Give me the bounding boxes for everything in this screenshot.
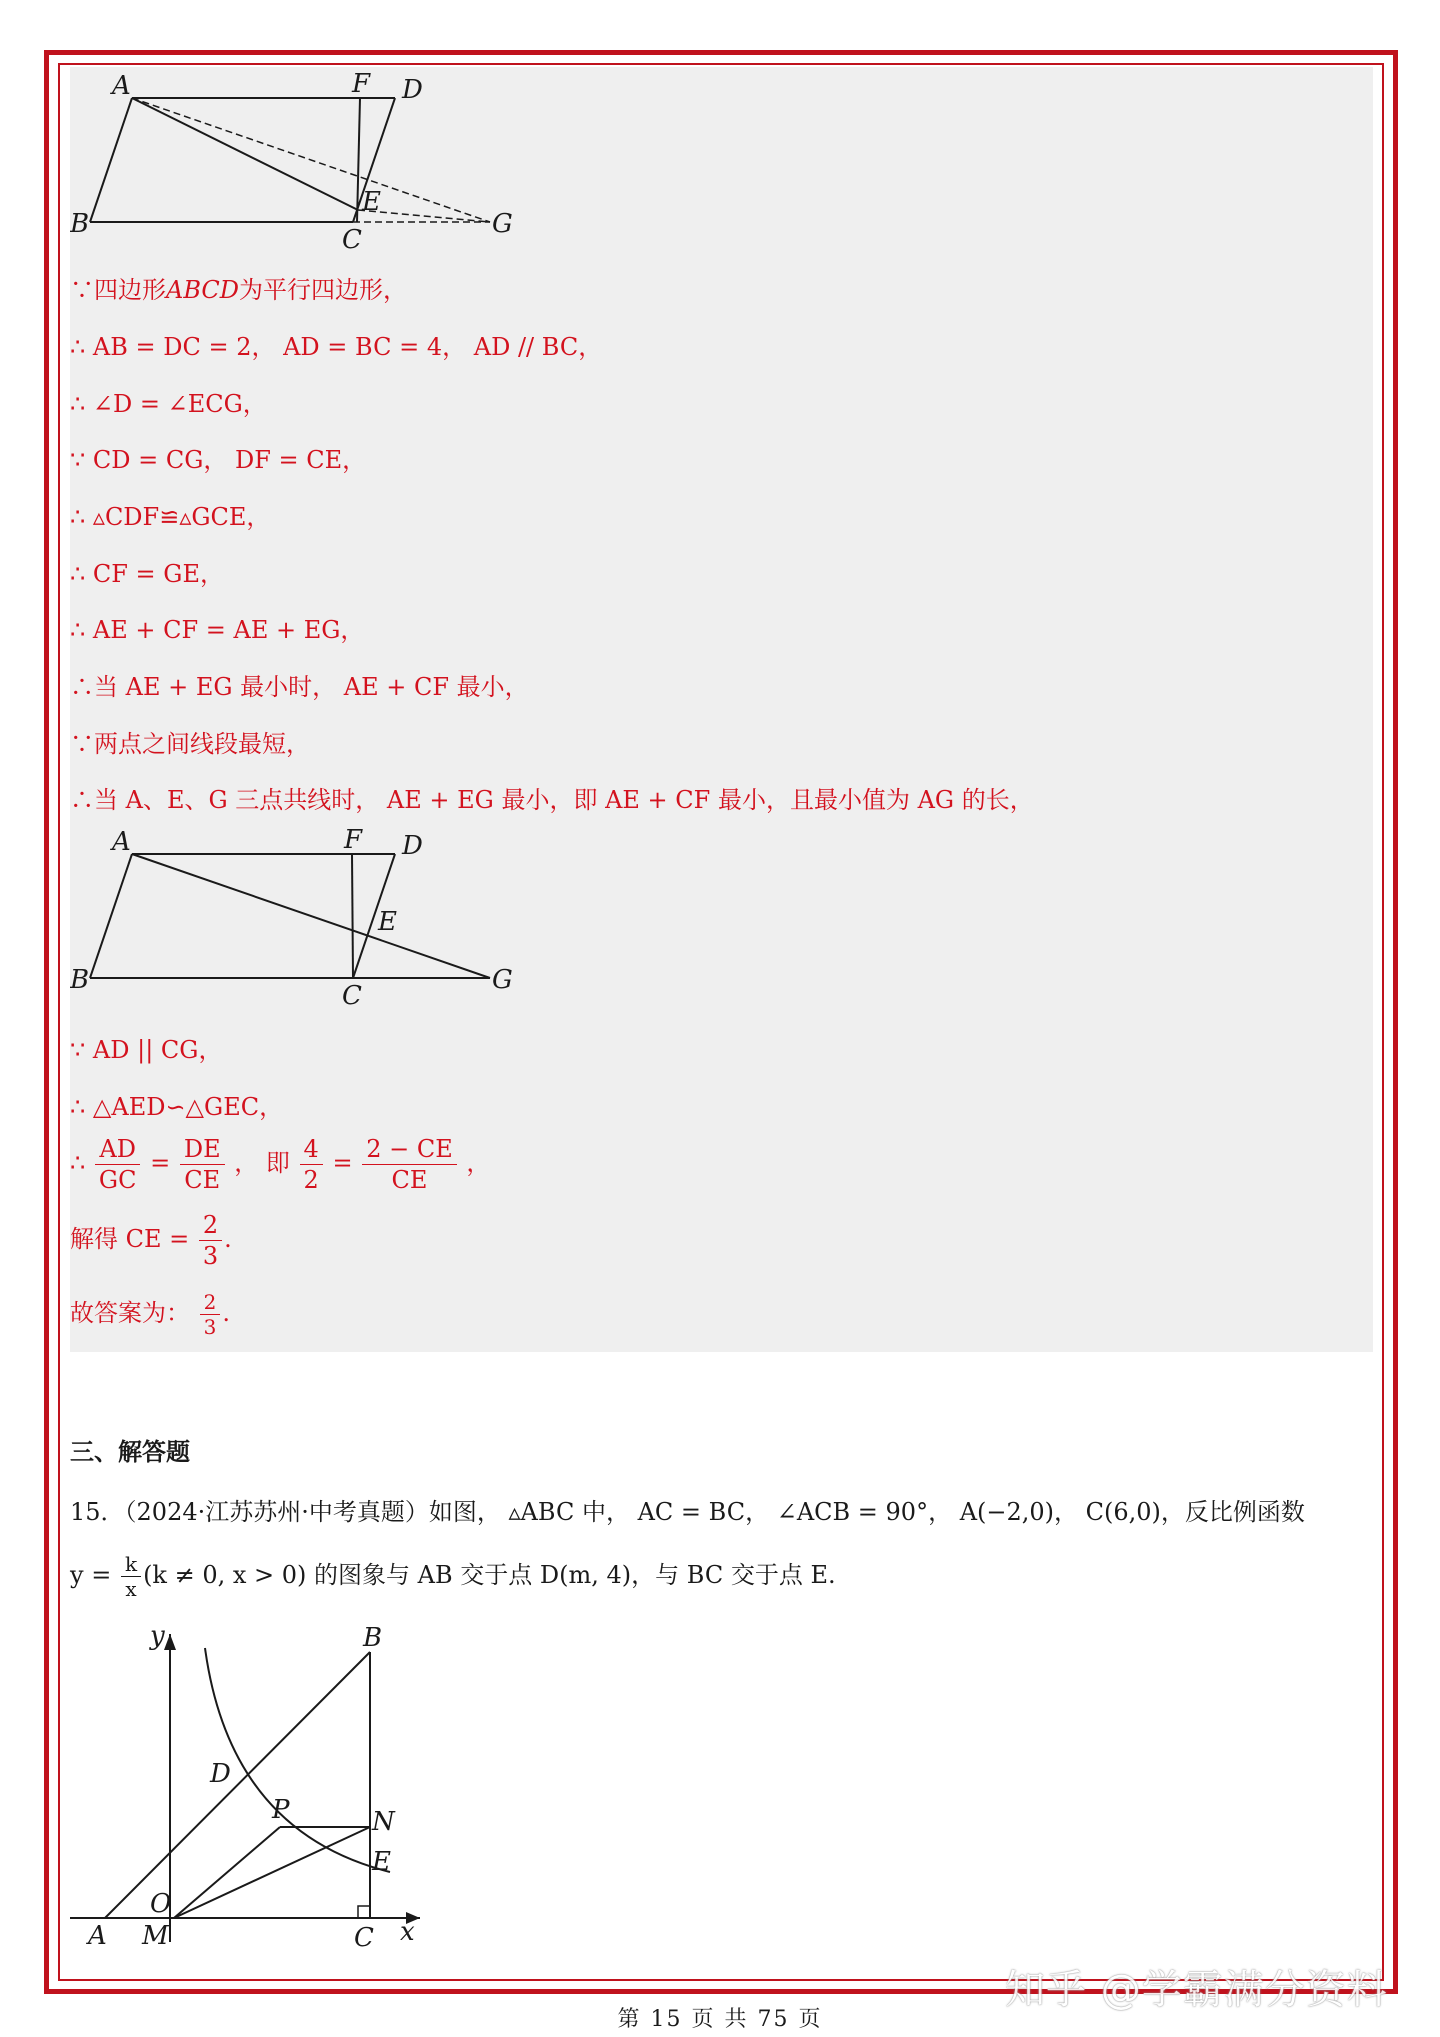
fig1-label-b: B <box>70 209 90 239</box>
fig3-label-m: M <box>142 1921 169 1951</box>
solution-line-12: ∴ △AED∽△GEC， <box>70 1093 284 1121</box>
fig2-label-e: E <box>378 907 397 937</box>
page-footer: 第 15 页 共 75 页 <box>617 2007 823 2032</box>
solution-line-5: ∴ ▵CDF≌▵GCE， <box>70 503 271 531</box>
fig3-label-p: P <box>272 1795 290 1825</box>
solution-line-9: ∵两点之间线段最短， <box>70 730 310 758</box>
fraction-2-3-answer: $\frac{2}{3}$ <box>200 1290 221 1339</box>
fig3-label-o: O <box>150 1889 172 1919</box>
solution-line-11: ∵ AD || CG， <box>70 1036 223 1064</box>
problem-15-line-1: 15．（2024·江苏苏州·中考真题）如图， ▵ABC 中， AC = BC， ∠ACB = 90°， A(−2,0)， C(6,0)，反比例函数 <box>70 1498 1305 1526</box>
fig1-label-f: F <box>352 72 371 99</box>
solution-line-1: ∵四边形ABCD为平行四边形， <box>70 276 408 304</box>
fig3-label-n: N <box>372 1807 395 1837</box>
fig1-label-d: D <box>402 75 423 105</box>
fraction-k-x: $\frac{k}{x}$ <box>121 1552 141 1601</box>
solution-line-15: 故答案为： $\frac{2}{3}$ . <box>70 1290 231 1339</box>
fig2-label-a: A <box>112 828 131 857</box>
fig2-label-g: G <box>492 965 513 995</box>
solution-line-13: ∴ $\frac{AD}{GC}$ = $\frac{DE}{CE}$ ， 即 $\frac{4}{2}$ = $\frac{2 - CE}{CE}$ ， <box>70 1135 491 1194</box>
fig1-label-c: C <box>342 225 362 252</box>
solution-line-10: ∴当 A、E、G 三点共线时， AE + EG 最小，即 AE + CF 最小，且最小值为 AG 的长， <box>70 786 1034 814</box>
problem-15-line-2: y = $\frac{k}{x}$ (k ≠ 0, x > 0) 的图象与 AB 交于点 D(m, 4)，与 BC 交于点 E. <box>70 1552 836 1601</box>
solution-line-6: ∴ CF = GE， <box>70 560 224 588</box>
solution-line-8: ∴当 AE + EG 最小时， AE + CF 最小， <box>70 673 529 701</box>
watermark: 知乎 @学霸满分资料 <box>1005 1967 1388 2013</box>
fig3-label-d: D <box>210 1759 231 1789</box>
fig2-label-b: B <box>70 965 90 995</box>
fig2-label-d: D <box>402 831 423 861</box>
fraction-de-ce: $\frac{DE}{CE}$ <box>180 1134 225 1195</box>
figure-coordinate-plane <box>70 1622 430 1952</box>
figure-parallelogram-dashed <box>70 72 530 252</box>
fraction-2-ce-ce: $\frac{2 - CE}{CE}$ <box>362 1134 457 1195</box>
solution-line-3: ∴ ∠D = ∠ECG， <box>70 390 267 418</box>
fig3-label-c: C <box>354 1923 374 1952</box>
fig3-label-e: E <box>372 1847 391 1877</box>
solution-line-2: ∴ AB = DC = 2， AD = BC = 4， AD // BC， <box>70 333 603 361</box>
solution-line-14: 解得 CE = $\frac{2}{3}$ . <box>70 1211 232 1270</box>
fig3-label-x: x <box>400 1917 415 1947</box>
fraction-2-3-result: $\frac{2}{3}$ <box>199 1210 222 1271</box>
fig3-label-a: A <box>88 1921 107 1951</box>
fig1-label-a: A <box>112 72 131 101</box>
solution-line-7: ∴ AE + CF = AE + EG， <box>70 616 365 644</box>
fig2-label-c: C <box>342 981 362 1008</box>
figure-parallelogram-solid <box>70 828 530 1008</box>
solution-line-4: ∵ CD = CG， DF = CE， <box>70 446 367 474</box>
fraction-4-2: $\frac{4}{2}$ <box>300 1134 323 1195</box>
fig3-label-y: y <box>150 1622 165 1651</box>
fig1-label-g: G <box>492 209 513 239</box>
fig2-label-f: F <box>344 828 363 855</box>
section-title: 三、解答题 <box>70 1438 190 1466</box>
fig3-label-b: B <box>363 1623 383 1653</box>
fraction-ad-gc: $\frac{AD}{GC}$ <box>95 1134 141 1195</box>
fig1-label-e: E <box>362 187 381 217</box>
